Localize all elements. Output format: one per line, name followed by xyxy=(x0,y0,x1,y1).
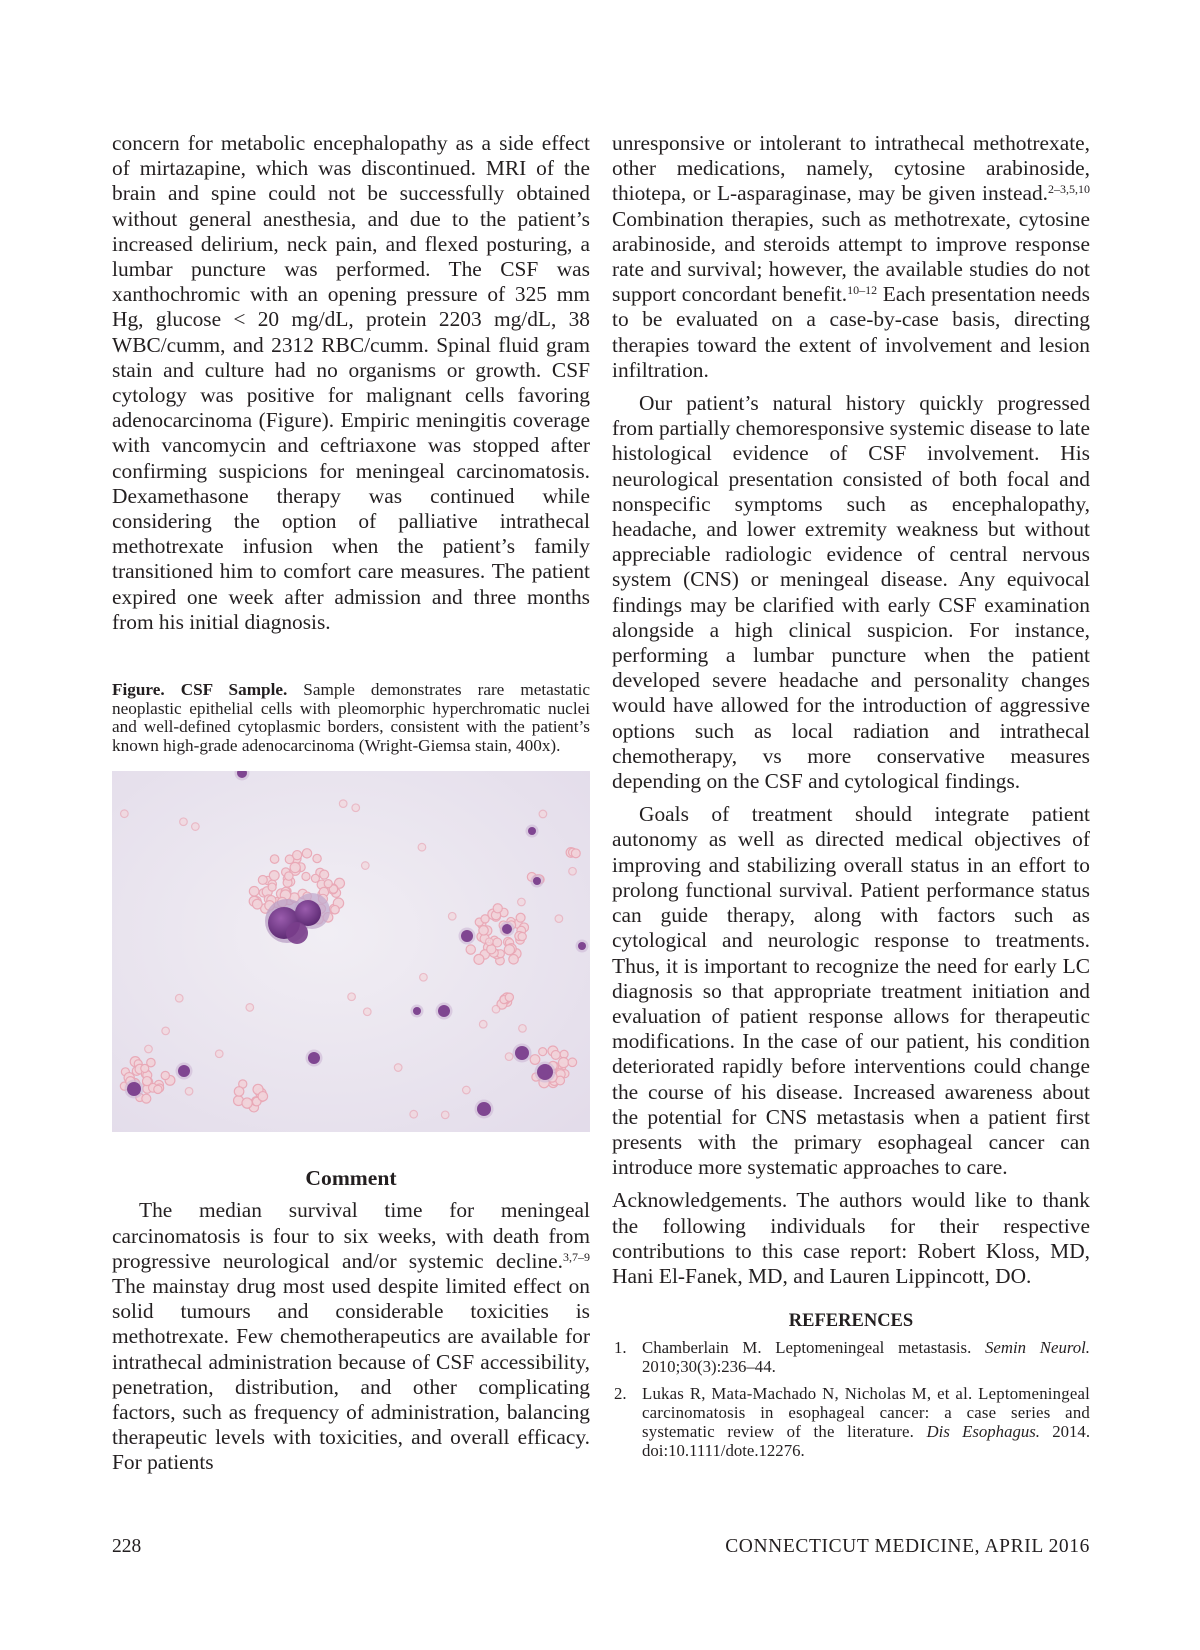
figure-label: Figure. CSF Sample. xyxy=(112,680,288,700)
red-blood-cell xyxy=(258,876,267,885)
red-blood-cell xyxy=(145,1046,153,1054)
comment-text-b: The mainstay drug most used despite limited effect on solid tumours and considerable toxicities is methotrexate. Few chemotherapeutics are available for intrathecal administration because of CSF accessibility, penetration, distribution, and other complicating factors, such as frequency of administration, balancing therapeutic levels with toxicities, and overall efficacy. For patients xyxy=(112,1274,590,1475)
red-blood-cell xyxy=(215,1050,223,1058)
citation-superscript: 10–12 xyxy=(847,283,878,298)
red-blood-cell xyxy=(486,938,494,946)
red-blood-cell xyxy=(331,906,340,915)
red-blood-cell xyxy=(154,1086,162,1094)
red-blood-cell xyxy=(352,804,360,812)
lymphocyte-nucleus xyxy=(308,1052,320,1064)
lymphocyte-nucleus xyxy=(515,1046,529,1060)
running-footer: CONNECTICUT MEDICINE, APRIL 2016 xyxy=(725,1536,1090,1557)
red-blood-cell xyxy=(394,1064,402,1072)
left-column xyxy=(112,131,590,1476)
red-blood-cell xyxy=(311,875,319,883)
red-blood-cell xyxy=(518,899,526,907)
red-blood-cell xyxy=(530,1055,540,1065)
red-blood-cell xyxy=(466,945,475,954)
comment-paragraph xyxy=(112,1198,590,1475)
red-blood-cell xyxy=(185,1088,193,1096)
red-blood-cell xyxy=(348,993,356,1001)
lymphocyte-nucleus xyxy=(578,942,586,950)
red-blood-cell xyxy=(121,810,129,818)
red-blood-cell xyxy=(293,851,302,860)
red-blood-cell xyxy=(339,800,347,808)
red-blood-cell xyxy=(249,887,259,897)
lymphocyte-nucleus xyxy=(178,1065,190,1077)
reference-journal: Dis Esophagus. xyxy=(926,1421,1040,1441)
red-blood-cell xyxy=(479,926,488,935)
body-paragraph xyxy=(612,131,1090,383)
para-text: unresponsive or intolerant to intrathecal methotrexate, other medications, namely, cytosine arabinoside, thiotepa, or L-asparaginase, may be given instead. xyxy=(612,131,1090,206)
red-blood-cell xyxy=(568,1058,577,1067)
red-blood-cell xyxy=(302,873,310,881)
red-blood-cell xyxy=(509,955,518,964)
red-blood-cell xyxy=(539,1048,547,1056)
red-blood-cell xyxy=(363,1008,371,1016)
reference-text: 2010;30(3):236–44. xyxy=(642,1357,776,1377)
citation-superscript: 3,7–9 xyxy=(563,1249,590,1264)
red-blood-cell xyxy=(516,914,525,923)
red-blood-cell xyxy=(539,811,547,819)
red-blood-cell xyxy=(270,855,279,864)
acknowledgements: Acknowledgements. The authors would like to thank the following individuals for their respective contributions to this case report: Robert Kloss, MD, Hani El-Fanek, MD, and Lauren Lippincott, DO. xyxy=(612,1188,1090,1288)
red-blood-cell xyxy=(410,1111,418,1119)
red-blood-cell xyxy=(463,1087,471,1095)
red-blood-cell xyxy=(161,1072,169,1080)
comment-heading: Comment xyxy=(305,1166,397,1191)
red-blood-cell xyxy=(479,1021,487,1029)
figure-caption xyxy=(112,681,590,755)
red-blood-cell xyxy=(558,1058,568,1068)
red-blood-cell xyxy=(258,1092,267,1101)
red-blood-cell xyxy=(162,1028,170,1036)
reference-list xyxy=(612,1338,1090,1460)
micrograph-image xyxy=(112,771,590,1132)
red-blood-cell xyxy=(448,913,456,921)
body-paragraph: concern for metabolic encephalopathy as a side effect of mirtazapine, which was discontinued. MRI of the brain and spine could not be successfully obtained without general anesthesia, and due to the patient’s increased delirium, neck pain, and flexed posturing, a lumbar puncture was performed. The CSF was xanthochromic with an opening pressure of 325 mm Hg, glucose < 20 mg/dL, protein 2203 mg/dL, 38 WBC/cumm, and 2312 RBC/cumm. Spinal fluid gram stain and culture had no organisms or growth. CSF cytology was positive for malignant cells favoring adenocarcinoma (Figure). Empiric meningitis coverage with vancomycin and ceftriaxone was stopped after confirming suspicions for meningeal carcinomatosis. Dexamethasone therapy was continued while considering the option of palliative intrathecal methotrexate infusion when the patient’s family transitioned him to comfort care measures. The patient expired one week after admission and three months from his initial diagnosis. xyxy=(112,131,590,634)
red-blood-cell xyxy=(290,863,300,873)
reference-number: 1. xyxy=(614,1338,627,1358)
red-blood-cell xyxy=(192,823,200,831)
red-blood-cell xyxy=(141,1065,149,1073)
red-blood-cell xyxy=(234,1087,244,1097)
figure-caption-text: Sample demonstrates rare metastatic neoplastic epithelial cells with pleomorphic hyperchromatic nuclei and well-defined cytoplasmic borders, consistent with the patient’s known high-grade adenocarcinoma (Wright-Giemsa stain, 400x). xyxy=(112,680,590,755)
tumor-cell-nucleus xyxy=(295,900,321,926)
lymphocyte-nucleus xyxy=(528,827,536,835)
page-number: 228 xyxy=(112,1536,142,1557)
lymphocyte-nucleus xyxy=(537,1064,553,1080)
red-blood-cell xyxy=(313,855,321,863)
reference-journal: Semin Neurol. xyxy=(985,1338,1090,1358)
lymphocyte-nucleus xyxy=(502,924,512,934)
red-blood-cell xyxy=(493,904,502,913)
red-blood-cell xyxy=(487,945,496,954)
red-blood-cell xyxy=(142,1077,151,1086)
red-blood-cell xyxy=(481,915,489,923)
lymphocyte-nucleus xyxy=(477,1102,491,1116)
red-blood-cell xyxy=(175,995,183,1003)
lymphocyte-nucleus xyxy=(533,877,541,885)
reference-text: Lukas R, Mata-Machado N, Nicholas M, et al. Leptomeningeal carcinomatosis in esophageal cancer: a case series and systematic review of the literature. xyxy=(642,1383,1090,1441)
red-blood-cell xyxy=(441,1111,449,1119)
red-blood-cell xyxy=(418,844,426,852)
red-blood-cell xyxy=(492,1006,500,1014)
red-blood-cell xyxy=(551,1051,560,1060)
lymphocyte-nucleus xyxy=(438,1005,450,1017)
red-blood-cell xyxy=(569,868,577,876)
csf-micrograph xyxy=(112,771,590,1132)
red-blood-cell xyxy=(285,872,293,880)
red-blood-cell xyxy=(504,945,514,955)
red-blood-cell xyxy=(420,974,428,982)
citation-superscript: 2–3,5,10 xyxy=(1048,182,1090,197)
reference-text: 2014. doi:10.1111/dote.12276. xyxy=(642,1421,1091,1461)
lymphocyte-nucleus xyxy=(461,930,473,942)
tumor-cell-nucleus xyxy=(286,922,308,944)
red-blood-cell xyxy=(324,880,332,888)
red-blood-cell xyxy=(269,871,279,881)
red-blood-cell xyxy=(571,849,580,858)
lymphocyte-nucleus xyxy=(413,1007,421,1015)
body-paragraph: Our patient’s natural history quickly progressed from partially chemoresponsive systemic disease to late histological evidence of CSF involvement. His neurological presentation consisted of both focal and nonspecific symptoms such as encephalopathy, headache, and lower extremity weakness but without appreciable radiologic evidence of central nervous system (CNS) or meningeal disease. Any equivocal findings may be clarified with early CSF examination alongside a high clinical suspicion. For instance, performing a lumbar puncture when the patient developed severe headache and personality changes would have allowed for the introduction of aggressive options such as local radiation and intrathecal chemotherapy, vs more conservative measures depending on the CSF and cytological findings. xyxy=(612,391,1090,794)
para-text: Combination therapies, such as methotrexate, cytosine arabinoside, and steroids attempt to improve response rate and survival; however, the available studies do not support concordant benefit. xyxy=(612,206,1090,307)
red-blood-cell xyxy=(302,849,311,858)
red-blood-cell xyxy=(518,933,526,941)
red-blood-cell xyxy=(180,818,188,826)
reference-number: 2. xyxy=(614,1383,627,1403)
para-text: Each presentation needs to be evaluated on a case-by-case basis, directing therapies toward the extent of involvement and lesion infiltration. xyxy=(612,282,1090,382)
red-blood-cell xyxy=(555,915,563,923)
reference-item xyxy=(612,1384,1090,1461)
reference-text: Chamberlain M. Leptomeningeal metastasis. xyxy=(642,1338,986,1358)
red-blood-cell xyxy=(268,883,276,891)
red-blood-cell xyxy=(142,1095,151,1104)
references-heading: REFERENCES xyxy=(788,1311,914,1332)
comment-text-a: The median survival time for meningeal carcinomatosis is four to six weeks, with death from progressive neurological and/or systemic decline. xyxy=(112,1198,590,1273)
red-blood-cell xyxy=(505,994,513,1002)
red-blood-cell xyxy=(519,1025,527,1033)
lymphocyte-nucleus xyxy=(127,1082,141,1096)
right-column xyxy=(612,131,1090,1460)
red-blood-cell xyxy=(252,900,262,910)
body-paragraph: Goals of treatment should integrate patient autonomy as well as directed medical objectives of improving and stabilizing overall status in an effort to prolong functional survival. Patient performance status can guide therapy, along with factors such as cytological and neurologic response to treatments. Thus, it is important to recognize the need for early LC diagnosis so that appropriate treatment initiation and evaluation of patient response allows for therapeutic modifications. In the case of our patient, his condition deteriorated rapidly before interventions could change the course of his disease. Increased awareness about the potential for CNS metastasis when a patient first presents with the primary esophageal cancer can introduce more systematic approaches to care. xyxy=(612,802,1090,1180)
red-blood-cell xyxy=(246,1004,254,1012)
red-blood-cell xyxy=(474,955,484,965)
red-blood-cell xyxy=(362,862,370,870)
red-blood-cell xyxy=(242,1098,252,1108)
red-blood-cell xyxy=(320,871,329,880)
reference-item xyxy=(612,1338,1090,1376)
red-blood-cell xyxy=(505,1053,513,1061)
